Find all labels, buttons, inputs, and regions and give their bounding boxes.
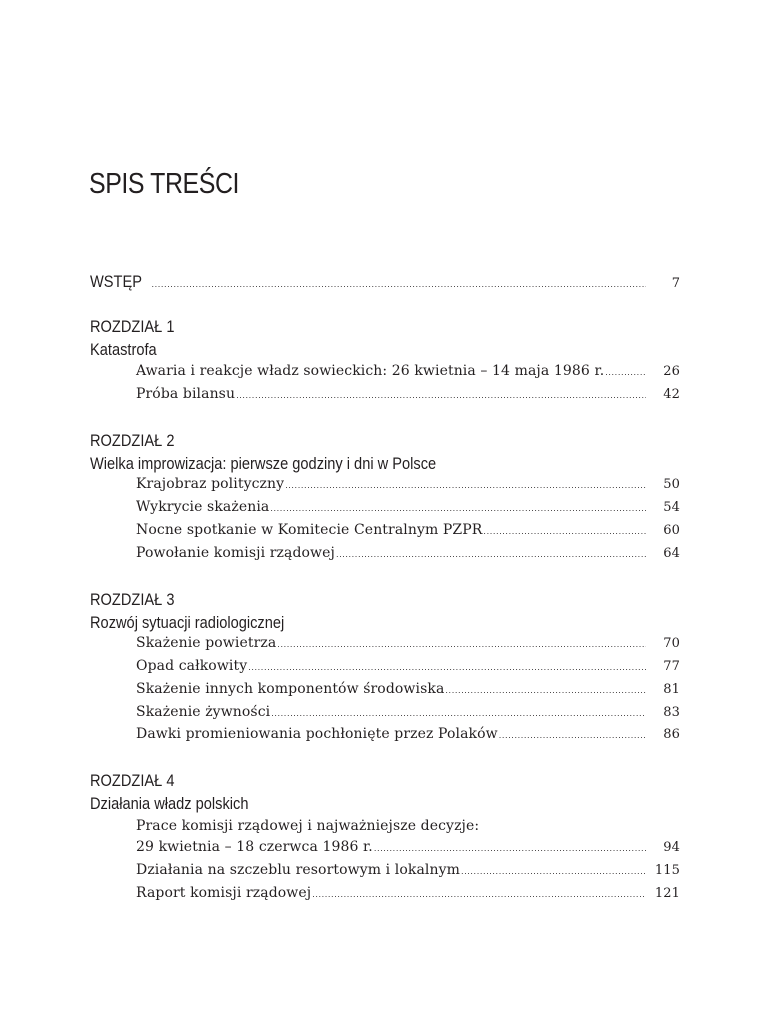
toc-entry-label: Dawki promieniowania pochłonięte przez Polaków (136, 726, 498, 742)
dot-leader (336, 550, 646, 559)
toc-entry[interactable] (136, 386, 680, 408)
toc-entry[interactable] (136, 499, 680, 521)
toc-page-number: 64 (663, 546, 680, 561)
dot-leader (483, 527, 646, 536)
toc-page-number: 60 (663, 523, 680, 538)
chapter-heading: ROZDZIAŁ 1 (90, 317, 175, 336)
chapter-title: Wielka improwizacja: pierwsze godziny i dni w Polsce (90, 454, 437, 473)
toc-page-number: 26 (663, 364, 680, 379)
toc-entry-label: Powołanie komisji rządowej (136, 545, 335, 561)
toc-entry[interactable] (136, 635, 680, 657)
page-title: SPIS TREŚCI (89, 168, 240, 200)
toc-entry[interactable] (136, 658, 680, 680)
toc-page-number: 70 (663, 636, 680, 651)
toc-entry-label-line1[interactable]: Prace komisji rządowej i najważniejsze decyzje: (136, 818, 480, 834)
toc-entry[interactable] (136, 726, 680, 748)
toc-entry-label: Opad całkowity (136, 658, 248, 674)
dot-leader (236, 391, 646, 400)
dot-leader (271, 709, 646, 718)
toc-entry-label: Skażenie innych komponentów środowiska (136, 681, 445, 697)
toc-page-number: 54 (663, 500, 680, 515)
toc-entry[interactable] (136, 839, 680, 861)
toc-entry-label: Skażenie powietrza (136, 635, 277, 651)
dot-leader (270, 504, 646, 513)
dot-leader (499, 731, 646, 740)
dot-leader (605, 368, 646, 377)
dot-leader (285, 481, 646, 490)
toc-entry-label: Działania na szczeblu resortowym i lokalnym (136, 862, 460, 878)
toc-entry[interactable] (136, 681, 680, 703)
chapter-heading: ROZDZIAŁ 3 (90, 590, 175, 609)
toc-entry-label: Próba bilansu (136, 386, 236, 402)
toc-entry-label: Skażenie żywności (136, 704, 271, 720)
dot-leader (445, 686, 646, 695)
toc-page-number: 77 (663, 659, 680, 674)
toc-page-number: 7 (671, 276, 680, 291)
toc-page-number: 81 (663, 682, 680, 697)
dot-leader (312, 890, 646, 899)
dot-leader (374, 844, 646, 853)
dot-leader (248, 663, 646, 672)
dot-leader (151, 280, 646, 289)
dot-leader (277, 640, 646, 649)
toc-entry[interactable] (136, 885, 680, 907)
toc-entry[interactable] (136, 363, 680, 385)
toc-entry-label: Raport komisji rządowej (136, 885, 312, 901)
toc-page-number: 42 (663, 387, 680, 402)
toc-entry-label: Awaria i reakcje władz sowieckich: 26 kwietnia – 14 maja 1986 r. (136, 363, 605, 379)
toc-page-number: 50 (663, 477, 680, 492)
toc-page-number: 94 (663, 840, 680, 855)
toc-entry[interactable] (136, 476, 680, 498)
toc-entry-label: 29 kwietnia – 18 czerwca 1986 r. (136, 839, 373, 855)
chapter-title: Rozwój sytuacji radiologicznej (90, 613, 285, 632)
toc-entry[interactable] (136, 545, 680, 567)
toc-entry-label: Krajobraz polityczny (136, 476, 285, 492)
chapter-heading: ROZDZIAŁ 2 (90, 431, 175, 450)
toc-entry-label: Wykrycie skażenia (136, 499, 270, 515)
chapter-title: Katastrofa (90, 340, 157, 359)
toc-entry-label: Nocne spotkanie w Komitecie Centralnym PZPR (136, 522, 483, 538)
toc-page-number: 83 (663, 705, 680, 720)
toc-page-number: 86 (663, 727, 680, 742)
toc-page-number: 115 (654, 863, 680, 878)
toc-entry[interactable] (136, 704, 680, 726)
toc-entry-intro[interactable] (90, 272, 680, 294)
toc-entry[interactable] (136, 522, 680, 544)
chapter-heading: ROZDZIAŁ 4 (90, 771, 175, 790)
toc-entry-label: WSTĘP (90, 272, 142, 291)
toc-page-number: 121 (654, 886, 680, 901)
dot-leader (461, 867, 646, 876)
toc-entry[interactable] (136, 862, 680, 884)
chapter-title: Działania władz polskich (90, 794, 249, 813)
